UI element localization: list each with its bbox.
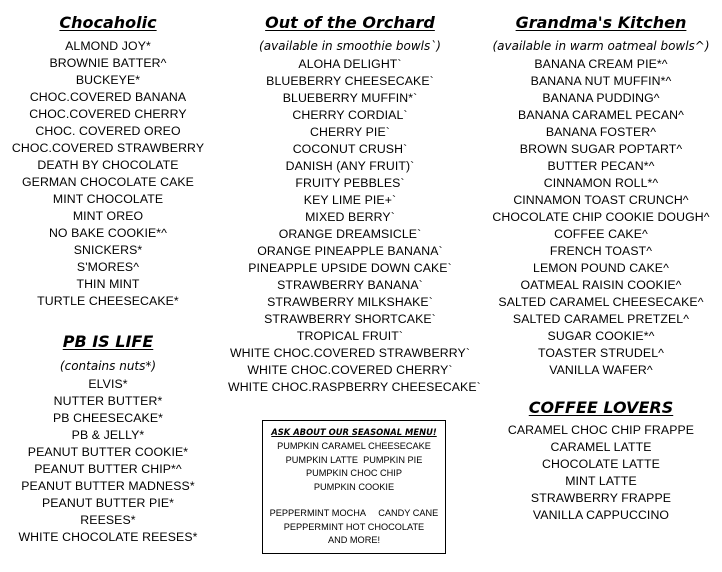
menu-item: FRENCH TOAST^ (549, 244, 653, 258)
menu-item: SNICKERS* (73, 243, 143, 257)
menu-item: BANANA CREAM PIE*^ (534, 57, 668, 71)
menu-item: CHERRY PIE` (310, 125, 390, 139)
menu-item: OATMEAL RAISIN COOKIE^ (520, 278, 682, 292)
seasonal-menu-box (262, 420, 446, 554)
menu-item: REESES* (80, 513, 136, 527)
seasonal-item: PUMPKIN CHOC CHIP (306, 468, 402, 478)
menu-item: TROPICAL FRUIT` (296, 329, 404, 343)
menu-item: BANANA NUT MUFFIN*^ (530, 74, 672, 88)
section-title-orchard: Out of the Orchard (265, 13, 435, 32)
menu-item: DEATH BY CHOCOLATE (37, 158, 179, 172)
menu-item: PB CHEESECAKE* (52, 411, 164, 425)
menu-item: ORANGE PINEAPPLE BANANA` (257, 244, 443, 258)
menu-item: VANILLA WAFER^ (549, 363, 653, 377)
menu-item: WHITE CHOCOLATE REESES* (18, 530, 198, 544)
seasonal-item: PUMPKIN COOKIE (313, 481, 395, 492)
orchard-list (228, 56, 481, 396)
menu-item: BUTTER PECAN*^ (547, 159, 655, 173)
menu-item: GERMAN CHOCOLATE CAKE (21, 175, 194, 189)
menu-item: SALTED CARAMEL CHEESECAKE^ (498, 295, 704, 309)
menu-item: MINT OREO (72, 209, 144, 223)
menu-item: PEANUT BUTTER MADNESS* (21, 479, 195, 493)
section-title-coffee: COFFEE LOVERS (528, 398, 674, 417)
menu-item: WHITE CHOC.RASPBERRY CHEESECAKE` (228, 380, 481, 394)
menu-item: FRUITY PEBBLES` (295, 176, 405, 190)
menu-item: BANANA PUDDING^ (542, 91, 660, 105)
menu-item: CHOC.COVERED CHERRY (29, 107, 187, 121)
chocaholic-list (0, 38, 216, 310)
menu-item: CHOC. COVERED OREO (35, 124, 181, 138)
menu-item: BANANA CARAMEL PECAN^ (518, 108, 684, 122)
section-note-grandma: (available in warm oatmeal bowls^) (492, 39, 710, 53)
column-left (0, 0, 216, 546)
menu-item: ORANGE DREAMSICLE` (278, 227, 422, 241)
menu-item: NO BAKE COOKIE*^ (48, 226, 168, 240)
menu-item: BANANA FOSTER^ (545, 125, 657, 139)
menu-item: SALTED CARAMEL PRETZEL^ (512, 312, 690, 326)
menu-item: MIXED BERRY` (305, 210, 395, 224)
seasonal-group-winter (263, 507, 445, 548)
seasonal-item: PEPPERMINT HOT CHOCOLATE (283, 521, 425, 532)
menu-item: CHOC.COVERED STRAWBERRY (11, 141, 205, 155)
section-title-chocaholic: Chocaholic (59, 13, 157, 32)
menu-item: VANILLA CAPPUCCINO (532, 508, 670, 522)
seasonal-group-fall (263, 440, 445, 494)
seasonal-item: PEPPERMINT MOCHA CANDY CANE (269, 508, 439, 518)
menu-item: SUGAR COOKIE*^ (547, 329, 655, 343)
menu-item: CARAMEL CHOC CHIP FRAPPE (507, 423, 695, 437)
grandma-list (480, 56, 722, 379)
menu-item: BUCKEYE* (75, 73, 141, 87)
menu-item: ELVIS* (88, 377, 128, 391)
menu-item: DANISH (ANY FRUIT)` (285, 159, 415, 173)
menu-item: WHITE CHOC.COVERED CHERRY` (247, 363, 453, 377)
menu-item: WHITE CHOC.COVERED STRAWBERRY` (229, 346, 471, 360)
menu-item: STRAWBERRY MILKSHAKE` (267, 295, 433, 309)
menu-item: BROWNIE BATTER^ (49, 56, 167, 70)
menu-item: CHOC.COVERED BANANA (29, 90, 187, 104)
seasonal-item: AND MORE! (327, 535, 381, 545)
menu-item: ALOHA DELIGHT` (298, 57, 402, 71)
menu-item: CINNAMON TOAST CRUNCH^ (513, 193, 689, 207)
seasonal-menu-title: ASK ABOUT OUR SEASONAL MENU! (271, 427, 437, 437)
section-note-orchard: (available in smoothie bowls`) (259, 39, 441, 53)
seasonal-item: PUMPKIN LATTE PUMPKIN PIE (285, 454, 423, 465)
menu-item: COCONUT CRUSH` (292, 142, 408, 156)
menu-item: MINT LATTE (565, 474, 637, 488)
menu-item: LEMON POUND CAKE^ (533, 261, 669, 275)
menu-item: BLUEBERRY CHEESECAKE` (266, 74, 434, 88)
menu-item: STRAWBERRY FRAPPE (530, 491, 672, 505)
menu-item: PEANUT BUTTER COOKIE* (27, 445, 189, 459)
coffee-list (480, 422, 722, 524)
menu-item: STRAWBERRY BANANA` (277, 278, 423, 292)
menu-item: COFFEE CAKE^ (554, 227, 648, 241)
menu-item: CHERRY CORDIAL` (292, 108, 408, 122)
menu-item: CHOCOLATE LATTE (542, 457, 660, 471)
seasonal-item: PUMPKIN CARAMEL CHEESECAKE (277, 441, 431, 451)
menu-item: TURTLE CHEESECAKE* (37, 294, 179, 308)
menu-item: ALMOND JOY* (65, 39, 151, 53)
seasonal-gap (263, 494, 445, 507)
section-title-grandma: Grandma's Kitchen (515, 13, 687, 32)
menu-item: PEANUT BUTTER CHIP*^ (34, 462, 182, 476)
column-middle (228, 0, 481, 396)
menu-item: CARAMEL LATTE (550, 440, 652, 454)
menu-item: MINT CHOCOLATE (52, 192, 164, 206)
menu-item: BLUEBERRY MUFFIN*` (282, 91, 418, 105)
menu-item: NUTTER BUTTER* (53, 394, 163, 408)
section-note-pb-is-life: (contains nuts*) (59, 359, 157, 373)
menu-item: BROWN SUGAR POPTART^ (519, 142, 683, 156)
menu-item: PEANUT BUTTER PIE* (41, 496, 175, 510)
menu-item: THIN MINT (76, 277, 140, 291)
menu-item: STRAWBERRY SHORTCAKE` (264, 312, 436, 326)
section-title-pb-is-life: PB IS LIFE (62, 332, 154, 351)
menu-item: TOASTER STRUDEL^ (537, 346, 665, 360)
menu-item: CHOCOLATE CHIP COOKIE DOUGH^ (492, 210, 710, 224)
menu-item: KEY LIME PIE+` (303, 193, 397, 207)
menu-item: S'MORES^ (76, 260, 140, 274)
menu-item: PB & JELLY* (71, 428, 145, 442)
pb-is-life-list (0, 376, 216, 546)
column-right (480, 0, 722, 524)
menu-item: CINNAMON ROLL*^ (543, 176, 659, 190)
menu-item: PINEAPPLE UPSIDE DOWN CAKE` (248, 261, 452, 275)
